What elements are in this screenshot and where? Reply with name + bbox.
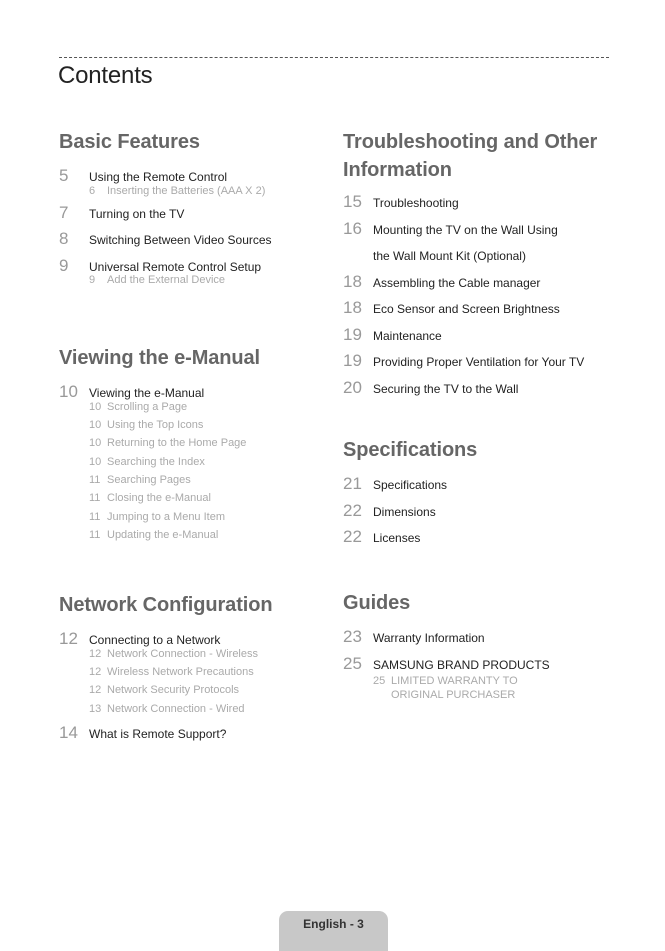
entry-text: Eco Sensor and Screen Brightness [373, 302, 560, 316]
toc-entry[interactable] [59, 723, 272, 750]
entry-text: Switching Between Video Sources [89, 233, 272, 248]
entry-text: Returning to the Home Page [107, 437, 247, 450]
toc-entry[interactable] [343, 527, 477, 554]
section-title-line: Information [343, 159, 452, 181]
toc-subentry[interactable] [59, 511, 260, 529]
entry-text: Using the Remote Control [89, 170, 228, 184]
page-number: 15 [343, 192, 362, 211]
entry-text: Network Connection - Wired [107, 702, 245, 715]
toc-subentry[interactable] [59, 456, 260, 474]
entry-text: Universal Remote Control Setup [89, 259, 262, 274]
entry-text: Updating the e-Manual [107, 529, 219, 542]
entry-text: Assembling the Cable manager [373, 275, 541, 290]
page-number: 13 [89, 702, 102, 715]
page-number: 25 [343, 653, 362, 673]
entry-text: Maintenance [373, 328, 442, 343]
page-number: 12 [59, 629, 78, 648]
page-number: 22 [343, 500, 362, 520]
section-specifications [343, 436, 477, 554]
toc-subentry[interactable] [59, 529, 260, 547]
page-title: Contents [58, 62, 153, 89]
entry-text: Searching the Index [107, 455, 205, 468]
page-number: 16 [343, 218, 362, 238]
page-number: 10 [89, 418, 102, 431]
page-number: 10 [59, 382, 78, 401]
entry-text: Add the External Device [107, 274, 226, 287]
page-number: 9 [89, 274, 96, 287]
entry-text: Network Connection - Wireless [107, 647, 258, 660]
page-number: 14 [59, 723, 78, 743]
section-troubleshooting [343, 128, 597, 404]
page-number: 12 [89, 665, 102, 678]
toc-subentry[interactable] [59, 492, 260, 510]
page-number: 19 [343, 351, 362, 370]
page-number: 12 [89, 684, 102, 697]
page-number: 18 [343, 271, 362, 291]
entry-text: Closing the e-Manual [107, 492, 211, 505]
page-number: 25 [373, 675, 386, 687]
page-number: 11 [89, 529, 101, 542]
entry-text: the Wall Mount Kit (Optional) [373, 249, 526, 263]
entry-text: LIMITED WARRANTY TO [391, 675, 518, 687]
page-number: 12 [89, 647, 102, 660]
page-number-footer: English - 3 [279, 911, 388, 951]
toc-entry-continuation[interactable] [343, 245, 597, 272]
entry-text: Mounting the TV on the Wall Using [373, 222, 558, 237]
section-title: Viewing the e-Manual [59, 347, 260, 369]
section-title: Guides [343, 592, 411, 614]
section-basic-features [59, 128, 272, 293]
section-title-line: Troubleshooting and Other [343, 131, 598, 153]
entry-text: Troubleshooting [373, 196, 459, 210]
section-network-configuration [59, 591, 272, 750]
toc-subentry[interactable] [59, 401, 260, 419]
entry-text: Connecting to a Network [89, 633, 221, 647]
page-number: 21 [343, 474, 362, 493]
entry-text: Searching Pages [107, 474, 191, 487]
entry-text: Using the Top Icons [107, 418, 204, 431]
toc-entry[interactable] [343, 378, 597, 405]
entry-text: Dimensions [373, 504, 436, 519]
entry-text: Securing the TV to the Wall [373, 381, 519, 396]
page-number: 18 [343, 298, 362, 317]
entry-text: ORIGINAL PURCHASER [391, 689, 516, 701]
page-number: 6 [89, 184, 96, 197]
toc-subentry[interactable] [59, 474, 260, 492]
section-title: Network Configuration [59, 594, 273, 616]
toc-entry[interactable] [343, 298, 597, 325]
toc-entry[interactable] [343, 272, 597, 299]
entry-text: Inserting the Batteries (AAA X 2) [107, 184, 266, 197]
toc-entry[interactable] [343, 501, 477, 528]
entry-text: SAMSUNG BRAND PRODUCTS [373, 657, 550, 672]
toc-entry[interactable] [343, 627, 550, 654]
toc-subentry[interactable] [59, 419, 260, 437]
page-number: 23 [343, 627, 362, 646]
toc-subentry[interactable] [59, 185, 272, 203]
page-number: 19 [343, 324, 362, 344]
toc-entry[interactable] [59, 229, 272, 256]
toc-entry[interactable] [343, 192, 597, 219]
entry-text: Jumping to a Menu Item [107, 510, 226, 523]
toc-entry[interactable] [343, 474, 477, 501]
page-number: 10 [89, 455, 102, 468]
toc-entry[interactable] [343, 351, 597, 378]
page-number: 10 [89, 400, 102, 413]
page-number: 8 [59, 229, 69, 249]
entry-text: Network Security Protocols [107, 684, 240, 697]
entry-text: Licenses [373, 531, 421, 545]
entry-text: Warranty Information [373, 631, 485, 645]
section-viewing-emanual [59, 344, 260, 548]
page-number: 22 [343, 527, 362, 546]
page-number: 5 [59, 166, 69, 185]
entry-text: Wireless Network Precautions [107, 665, 254, 678]
page-number: 9 [59, 255, 69, 275]
entry-text: Specifications [373, 478, 448, 492]
toc-entry[interactable] [343, 219, 597, 246]
section-title: Basic Features [59, 131, 200, 153]
top-dashed-rule [59, 57, 609, 58]
page-number: 10 [89, 437, 102, 450]
toc-subentry[interactable] [343, 674, 550, 702]
page-number: 20 [343, 377, 362, 397]
page-number: 11 [89, 474, 101, 487]
entry-text: What is Remote Support? [89, 727, 227, 742]
page-number: 11 [89, 492, 101, 505]
toc-subentry[interactable] [59, 666, 272, 684]
entry-text: Providing Proper Ventilation for Your TV [373, 355, 585, 369]
page-number: 7 [59, 202, 69, 222]
section-title: Specifications [343, 439, 478, 461]
toc-subentry[interactable] [59, 703, 272, 721]
section-title [343, 128, 597, 184]
section-guides [343, 589, 550, 702]
toc-subentry[interactable] [59, 684, 272, 702]
toc-entry[interactable] [59, 203, 272, 230]
page-number: 11 [89, 510, 101, 523]
toc-subentry[interactable] [59, 437, 260, 455]
toc-subentry[interactable] [59, 648, 272, 666]
entry-text: Viewing the e-Manual [89, 386, 205, 400]
entry-text: Scrolling a Page [107, 400, 188, 413]
entry-text: Turning on the TV [89, 206, 185, 221]
toc-entry[interactable] [343, 325, 597, 352]
